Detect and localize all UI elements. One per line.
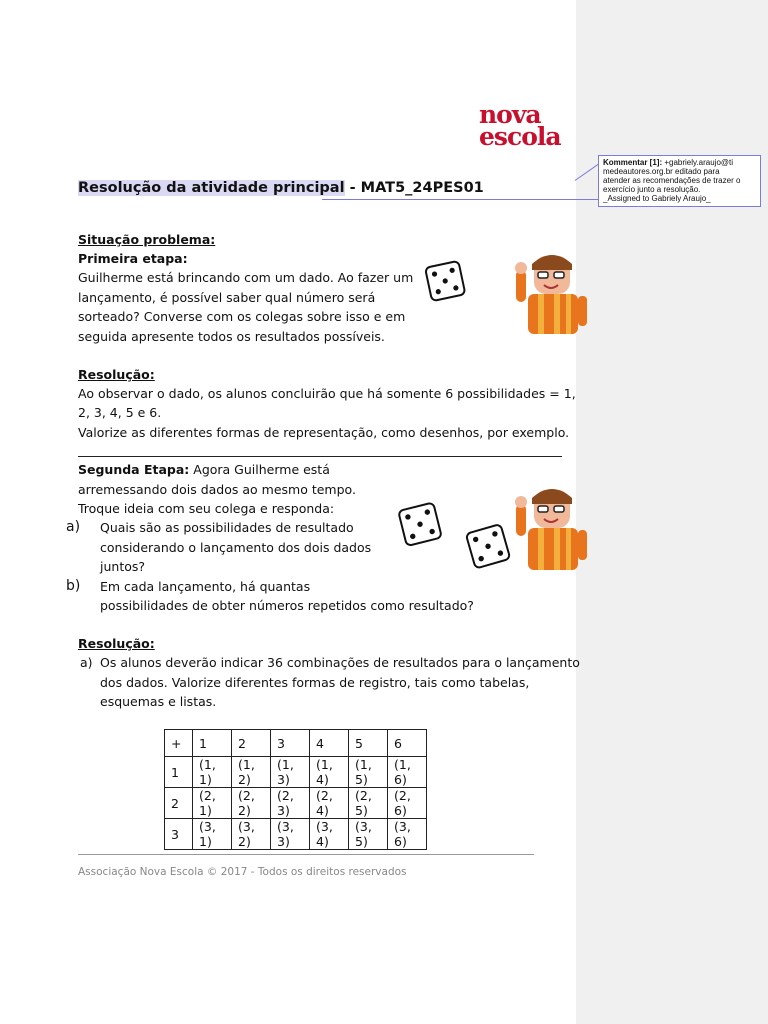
answer-a-line-1: Os alunos deverão indicar 36 combinações de resultados para o lançamento xyxy=(100,655,580,670)
dice-combinations-table xyxy=(164,729,427,850)
table-cell: (3, 5) xyxy=(349,819,388,850)
table-cell: (2, 4) xyxy=(310,788,349,819)
situacao-heading: Situação problema: xyxy=(78,232,216,247)
table-cell: 2 xyxy=(232,730,271,757)
guilherme-character-icon xyxy=(508,250,596,334)
table-cell: + xyxy=(165,730,193,757)
table-cell: (3, 3) xyxy=(271,819,310,850)
resolucao1-line-2: 2, 3, 4, 5 e 6. xyxy=(78,405,162,420)
etapa1-label: Primeira etapa: xyxy=(78,251,188,266)
question-a-marker: a) xyxy=(66,519,81,535)
comment-text-1: +gabriely.araujo@ti xyxy=(662,158,734,167)
resolucao1-line-1: Ao observar o dado, os alunos concluirão que há somente 6 possibilidades = 1, xyxy=(78,386,576,401)
etapa2-line-2: arremessando dois dados ao mesmo tempo. xyxy=(78,482,356,497)
comment-anchor-line xyxy=(322,199,598,200)
question-a-line-1: Quais são as possibilidades de resultado xyxy=(100,520,354,535)
guilherme-character-icon-2 xyxy=(508,482,596,570)
footer-divider xyxy=(78,854,534,855)
table-cell: (1, 3) xyxy=(271,757,310,788)
resolucao1-heading: Resolução: xyxy=(78,367,155,382)
table-cell: (2, 6) xyxy=(388,788,427,819)
table-cell: (1, 4) xyxy=(310,757,349,788)
situacao-line-3: sorteado? Converse com os colegas sobre isso e em xyxy=(78,309,406,324)
section-divider xyxy=(78,456,562,457)
table-row xyxy=(165,819,427,850)
logo-line-1: nova xyxy=(479,100,541,129)
table-row xyxy=(165,757,427,788)
etapa2-line-1 xyxy=(78,460,330,480)
question-b-line-2: possibilidades de obter números repetidos como resultado? xyxy=(100,598,474,613)
resolucao2-heading: Resolução: xyxy=(78,636,155,651)
table-cell: 5 xyxy=(349,730,388,757)
question-a-line-2: considerando o lançamento dos dois dados xyxy=(100,540,372,555)
question-b-line-1: Em cada lançamento, há quantas xyxy=(100,579,311,594)
single-die-icon xyxy=(420,256,470,304)
table-cell: (1, 6) xyxy=(388,757,427,788)
table-cell: (2, 3) xyxy=(271,788,310,819)
resolucao1-line-3: Valorize as diferentes formas de representação, como desenhos, por exemplo. xyxy=(78,425,570,440)
table-cell: (3, 6) xyxy=(388,819,427,850)
table-cell: 4 xyxy=(310,730,349,757)
comment-balloon[interactable] xyxy=(598,155,761,207)
table-row xyxy=(165,788,427,819)
table-cell: 1 xyxy=(193,730,232,757)
logo-line-2: escola xyxy=(479,122,561,151)
footer-copyright: Associação Nova Escola © 2017 - Todos os direitos reservados xyxy=(78,866,407,878)
answer-a-marker: a) xyxy=(80,655,93,670)
situacao-line-1: Guilherme está brincando com um dado. Ao fazer um xyxy=(78,270,414,285)
answer-a-line-2: dos dados. Valorize diferentes formas de registro, tais como tabelas, xyxy=(100,675,530,690)
table-cell: 2 xyxy=(165,788,193,819)
table-header-row xyxy=(165,730,427,757)
nova-escola-logo xyxy=(479,100,561,151)
table-cell: (3, 2) xyxy=(232,819,271,850)
table-cell: (3, 1) xyxy=(193,819,232,850)
comments-pane xyxy=(576,0,768,1024)
table-cell: 3 xyxy=(271,730,310,757)
table-cell: 1 xyxy=(165,757,193,788)
comment-text-2: medeautores.org.br editado para xyxy=(603,167,720,176)
table-cell: (1, 5) xyxy=(349,757,388,788)
situacao-line-2: lançamento, é possível saber qual número será xyxy=(78,290,376,305)
comment-text-3: atender as recomendações de trazer o xyxy=(603,176,741,185)
table-cell: 6 xyxy=(388,730,427,757)
table-cell: (2, 5) xyxy=(349,788,388,819)
etapa2-line-1-rest: Agora Guilherme está xyxy=(189,462,330,477)
first-die-icon xyxy=(394,498,448,550)
table-cell: 3 xyxy=(165,819,193,850)
table-cell: (2, 2) xyxy=(232,788,271,819)
comment-text-4: exercício junto a resolução. xyxy=(603,185,701,194)
title-rest: - MAT5_24PES01 xyxy=(344,180,484,196)
etapa2-label: Segunda Etapa: xyxy=(78,462,190,477)
table-cell: (3, 4) xyxy=(310,819,349,850)
comment-label: Kommentar [1]: xyxy=(603,158,663,167)
page-title xyxy=(78,180,484,196)
question-a-line-3: juntos? xyxy=(100,559,146,574)
comment-text-5: _Assigned to Gabriely Araujo_ xyxy=(603,194,711,203)
title-highlighted[interactable]: Resolução da atividade principal xyxy=(78,180,345,196)
table-cell: (1, 2) xyxy=(232,757,271,788)
question-b-marker: b) xyxy=(66,578,81,594)
etapa2-line-3: Troque ideia com seu colega e responda: xyxy=(78,501,335,516)
answer-a-line-3: esquemas e listas. xyxy=(100,694,217,709)
table-cell: (2, 1) xyxy=(193,788,232,819)
situacao-line-4: seguida apresente todos os resultados possíveis. xyxy=(78,329,385,344)
table-cell: (1, 1) xyxy=(193,757,232,788)
